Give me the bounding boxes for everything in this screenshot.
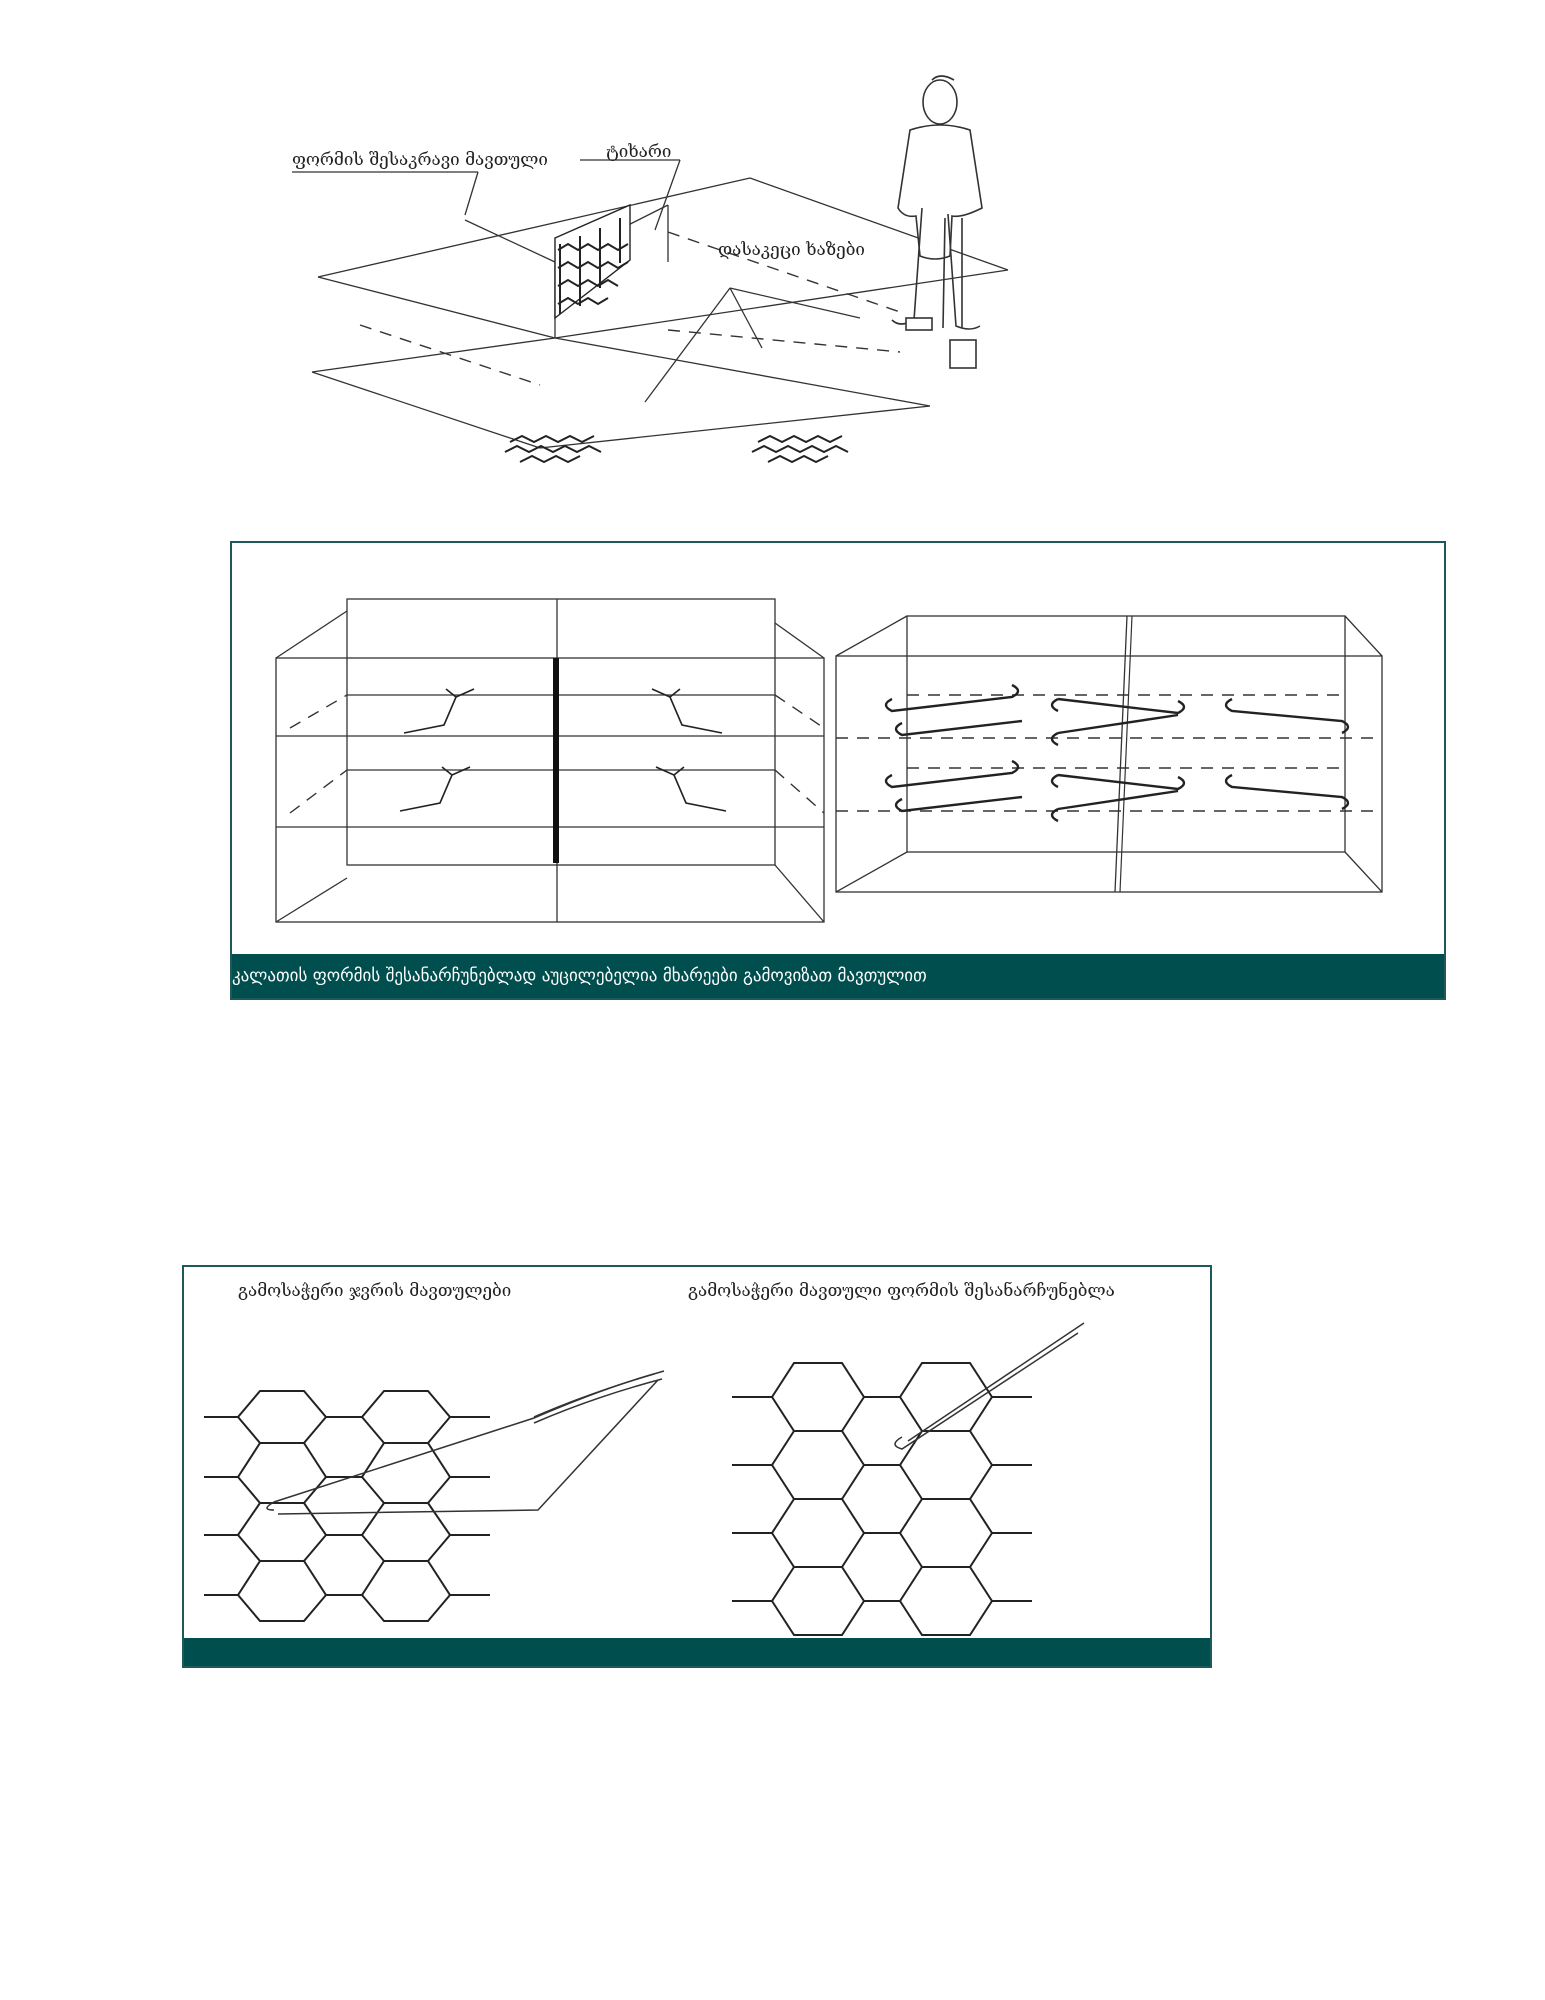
tie-wire-left xyxy=(267,1371,664,1514)
panel-mesh-ties xyxy=(182,1265,1212,1668)
caption-bar-2 xyxy=(184,1638,1210,1666)
label-form-wire: ფორმის შესაკრავი მავთული xyxy=(292,150,548,170)
bottom-mesh-left xyxy=(505,436,601,462)
box-right-drawing xyxy=(832,543,1432,903)
bottom-mesh-right xyxy=(752,436,848,462)
caption-bar xyxy=(232,954,1444,998)
mesh-right-drawing xyxy=(732,1307,1152,1637)
caption-text: კალათის ფორმის შესანარჩუნებლად აუცილებელია მხარეები გამოვიზათ მავთულით xyxy=(232,966,927,986)
label-partition: ტიხარი xyxy=(606,142,672,162)
panel-box-bracing xyxy=(230,541,1446,1000)
mesh-left-drawing xyxy=(204,1317,684,1617)
label-cross-wires: გამოსაჭერი ჯვრის მავთულები xyxy=(238,1281,512,1301)
bracing-wires-left xyxy=(400,689,726,811)
assembly-drawing xyxy=(0,0,1545,520)
label-form-tie-wire: გამოსაჭერი მავთული ფორმის შესანარჩუნებლა xyxy=(688,1281,1115,1301)
bracing-wires-right xyxy=(886,685,1348,821)
label-fold-lines: დასაკეცი ხაზები xyxy=(718,240,865,260)
tie-wire-right xyxy=(895,1323,1084,1449)
person-standing-icon xyxy=(892,76,982,368)
partition-mesh xyxy=(555,205,630,318)
box-left-drawing xyxy=(232,543,812,903)
